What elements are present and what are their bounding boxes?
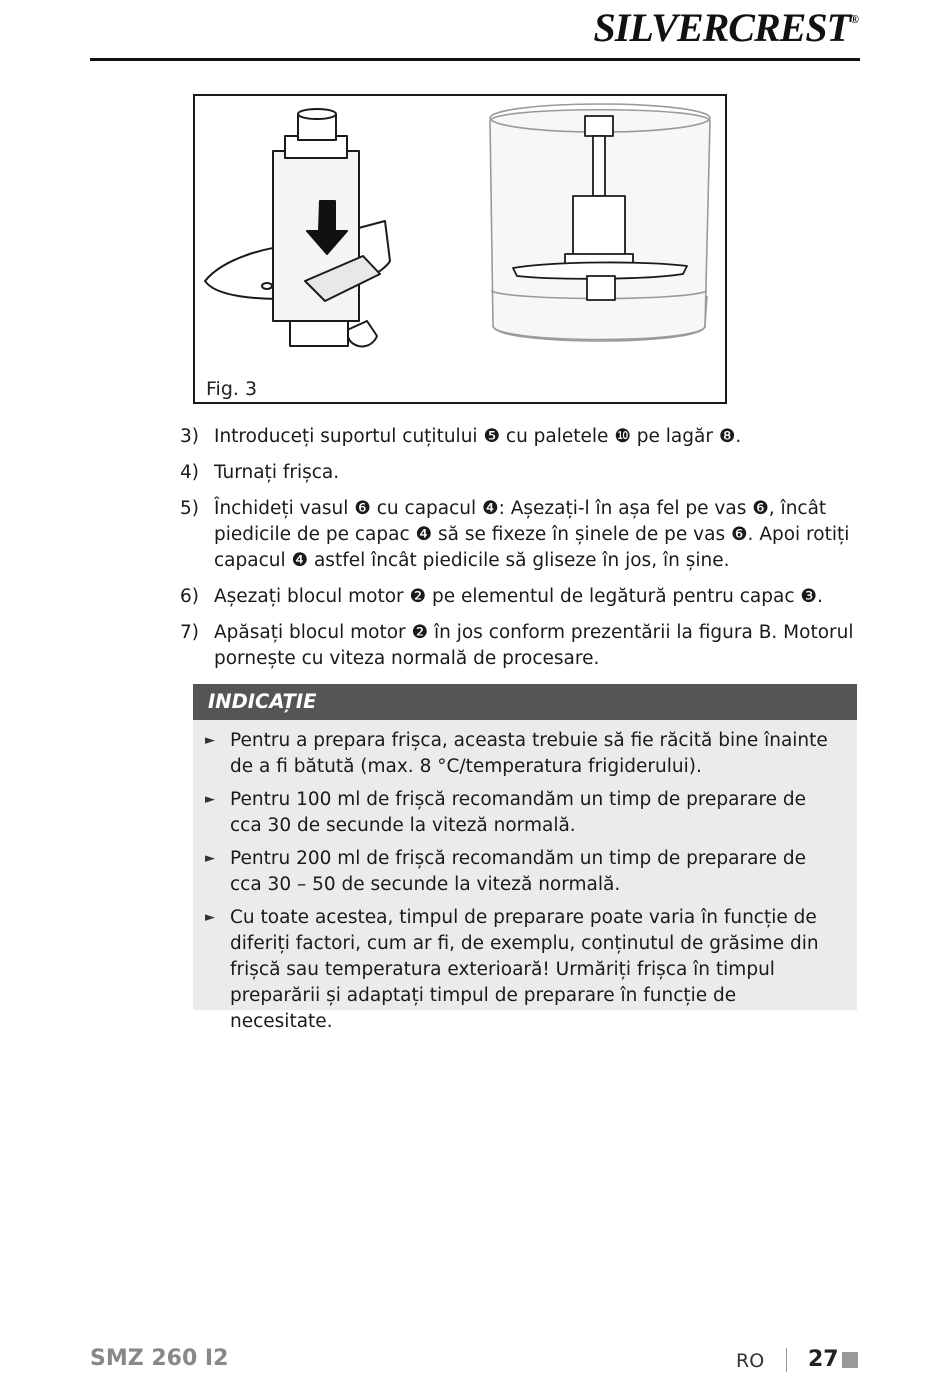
footer-language: RO (736, 1350, 765, 1372)
page-marker-square (842, 1352, 858, 1368)
step-7: 7) Apăsați blocul motor ❷ în jos conform prezentării la figura B. Motorul pornește cu viteza normală de procesare. (180, 622, 854, 669)
bullet-arrow-icon: ► (205, 910, 215, 925)
step-6: 6) Așezați blocul motor ❷ pe elementul de legătură pentru capac ❸. (180, 586, 823, 607)
figure-3 (193, 94, 727, 404)
instruction-steps (180, 424, 870, 682)
note-item: ► Pentru 100 ml de frișcă recomandăm un timp de preparare de cca 30 de secunde la viteză normală. (205, 789, 807, 836)
bullet-arrow-icon: ► (205, 851, 215, 866)
step-4: 4) Turnați frișca. (180, 462, 340, 483)
step-5: 5) Închideți vasul ❻ cu capacul ❹: Așezați-l în așa fel pe vas ❻, încât piedicile de pe capac ❹ să se fixeze în șinele de pe vas ❻. Apoi rotiți capacul ❹ astfel încât piedicile să gliseze în jos, în șine. (180, 498, 850, 571)
note-item: ► Pentru 200 ml de frișcă recomandăm un timp de preparare de cca 30 – 50 de secunde la viteză normală. (205, 848, 807, 895)
bullet-arrow-icon: ► (205, 733, 215, 748)
footer-separator (786, 1348, 787, 1372)
page-number: 27 (808, 1347, 839, 1372)
note-box (193, 684, 857, 1032)
bullet-arrow-icon: ► (205, 792, 215, 807)
note-list (193, 720, 857, 1035)
note-title: INDICAȚIE (193, 684, 857, 720)
step-3: 3) Introduceți suportul cuțitului ❺ cu paletele ❿ pe lagăr ❽. (180, 426, 742, 447)
figure-caption: Fig. 3 (206, 378, 258, 400)
note-item: ► Cu toate acestea, timpul de preparare poate varia în funcție de diferiți factori, cum ar fi, de exemplu, conținutul de grăsime din frișcă sau temperatura exterioară! Urmăriți frișca în timpul preparării și adaptați timpul de preparare în funcție de necesitate. (205, 907, 819, 1032)
footer-model: SMZ 260 I2 (90, 1346, 229, 1371)
header-rule (90, 58, 860, 61)
blade-assembly-illustration (195, 96, 725, 402)
brand-logo: SILVERCREST® (593, 5, 858, 50)
note-item: ► Pentru a prepara frișca, aceasta trebuie să fie răcită bine înainte de a fi bătută (max. 8 °C/temperatura frigiderului). (205, 730, 828, 777)
